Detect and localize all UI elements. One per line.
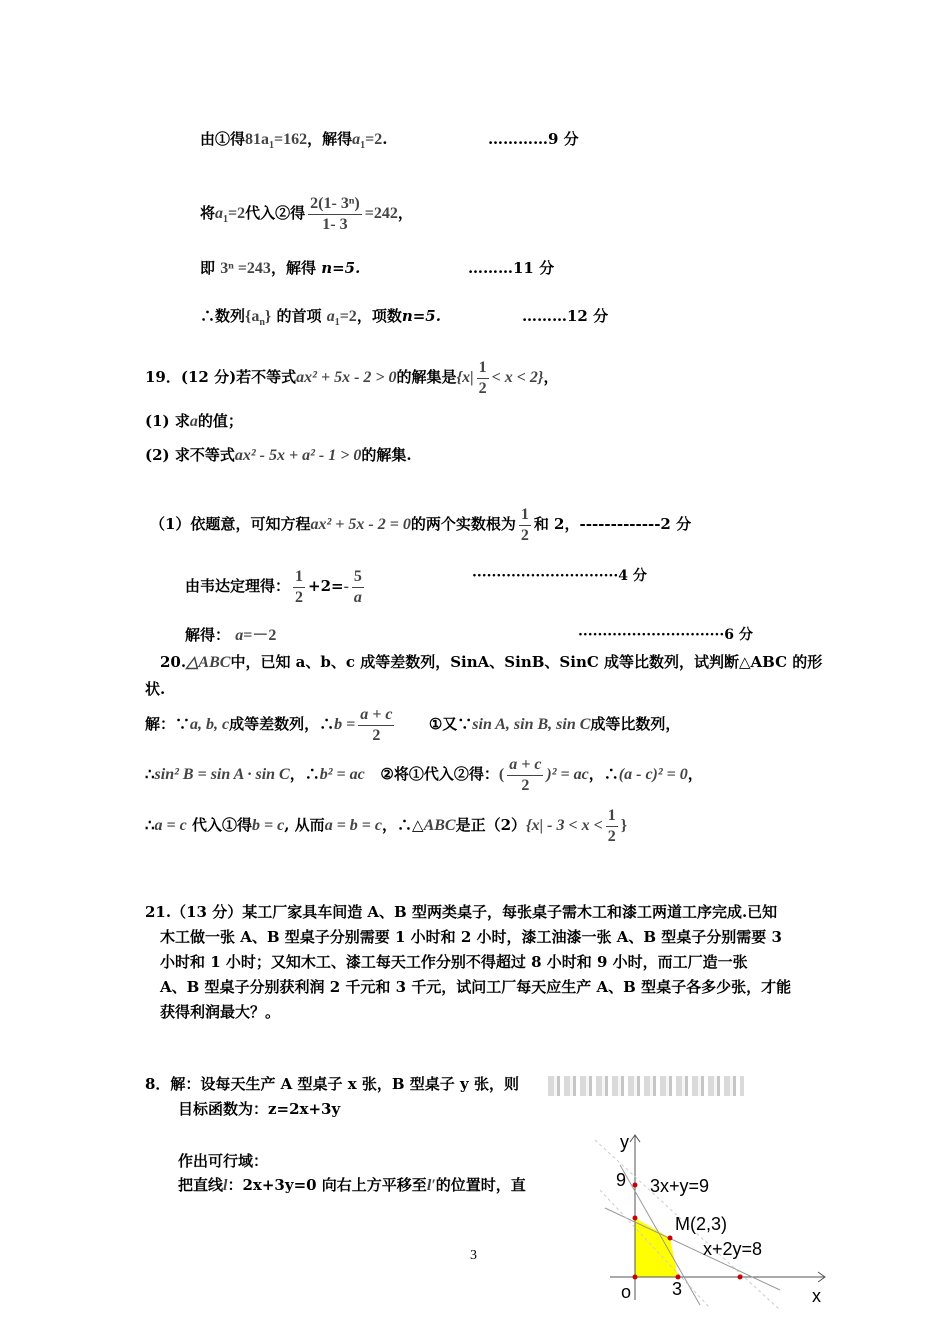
s8-line2: 目标函数为：z=2x+3y (178, 1100, 341, 1118)
y-axis-label: y (620, 1132, 629, 1152)
q20-statement: 20.△ABC中，已知 a、b、c 成等差数列，SinA、SinB、SinC 成等比数列，试判断△ABC 的形 (160, 653, 823, 671)
point-origin (633, 1275, 638, 1280)
q19-score-4: ······························4 分 (472, 568, 647, 584)
q19-sol-line3: 解得： a=－2 (185, 626, 277, 644)
blurred-constraint-system (548, 1076, 744, 1096)
q20-sol-line2: ∴sin² B = sin A · sin C，∴b² = ac ②将①代入②得：( $\frac{a + c}{2}$ )² = ac，∴(a - c)² = 0， (145, 755, 703, 794)
point-x8 (738, 1275, 743, 1280)
feasible-region (635, 1218, 678, 1277)
s8-line1: 8．解：设每天生产 A 型桌子 x 张，B 型桌子 y 张，则 (145, 1075, 519, 1093)
s18-line2: 将$a_1=2$代入②得 $\frac{\text{2(1- 3ⁿ)}}{1- 3}$ =242， (200, 194, 413, 233)
s18-score-12: ………12 分 (522, 307, 609, 325)
q20-sol-line3: ∴a = c 代入①得b = c, 从而a = b = c，∴△ABC是正（2）{x| - 3 < x < $\frac{1}{2}$ } (145, 806, 627, 845)
q20-sol-line1: 解：∵a, b, c成等差数列，∴b = $\frac{a + c}{2}$ ①又∵sin A, sin B, sin C成等比数列， (145, 705, 681, 744)
q20-statement-cont: 状. (145, 680, 166, 698)
line2-label: x+2y=8 (703, 1239, 763, 1259)
q19-statement: 19．(12 分)若不等式ax² + 5x - 2 > 0的解集是{x| $\frac{1}{2}$ < x < 2}， (145, 358, 559, 397)
s8-line4: 把直线l：2x+3y=0 向右上方平移至l′的位置时，直 (178, 1176, 526, 1194)
s18-score-9: …………9 分 (488, 130, 579, 148)
q21-line5: 获得利润最大？。 (160, 1003, 281, 1021)
q21-line2: 木工做一张 A、B 型桌子分别需要 1 小时和 2 小时，漆工油漆一张 A、B 型桌子分别需要 3 (160, 928, 782, 946)
point-m (668, 1236, 673, 1241)
page-number: 3 (470, 1248, 477, 1263)
q21-line4: A、B 型桌子分别获利润 2 千元和 3 千元，试问工厂每天应生产 A、B 型桌子各多少张，才能 (160, 978, 792, 996)
q21-line3: 小时和 1 小时；又知木工、漆工每天工作分别不得超过 8 小时和 9 小时，而工厂造一张 (160, 953, 748, 971)
s18-line4: ∴数列$\{a_n\}$ 的首项 $a_1=2$，项数n=5. (200, 307, 441, 328)
q19-part1: (1) 求a的值； (145, 412, 243, 430)
s18-fraction: $\frac{\text{2(1- 3ⁿ)}}{1- 3}$ (310, 194, 360, 233)
origin-label: o (621, 1282, 632, 1302)
q19-part2: (2) 求不等式ax² - 5x + a² - 1 > 0的解集. (145, 446, 412, 464)
s8-line3: 作出可行域： (178, 1152, 269, 1170)
q21-line1: 21.（13 分）某工厂家具车间造 A、B 型两类桌子，每张桌子需木工和漆工两道工序完成.已知 (145, 903, 778, 921)
s18-score-11: ………11 分 (468, 259, 555, 277)
q19-sol-line2: 由韦达定理得： $\frac{1}{2}$ +2=- $\frac{5}{a}$ (185, 567, 362, 606)
q19-score-6: ······························6 分 (578, 627, 753, 643)
q19-sol-line1: （1）依题意，可知方程ax² + 5x - 2 = 0的两个实数根为 $\frac{1}{2}$ 和 2，-------------2 分 (150, 505, 692, 544)
point-y4 (633, 1216, 638, 1221)
s18-line1: 由①得$81a_1=162$，解得$a_1=2$. (200, 130, 388, 151)
x-axis-label: x (812, 1286, 821, 1306)
point-y9 (633, 1183, 638, 1188)
line1-label: 3x+y=9 (650, 1176, 710, 1196)
s18-line3: 即 3ⁿ =243，解得 n=5. (200, 259, 361, 277)
x-tick-3: 3 (672, 1279, 683, 1299)
y-tick-9: 9 (616, 1170, 627, 1190)
point-m-label: M(2,3) (675, 1214, 728, 1234)
feasible-region-graph (590, 1130, 835, 1310)
